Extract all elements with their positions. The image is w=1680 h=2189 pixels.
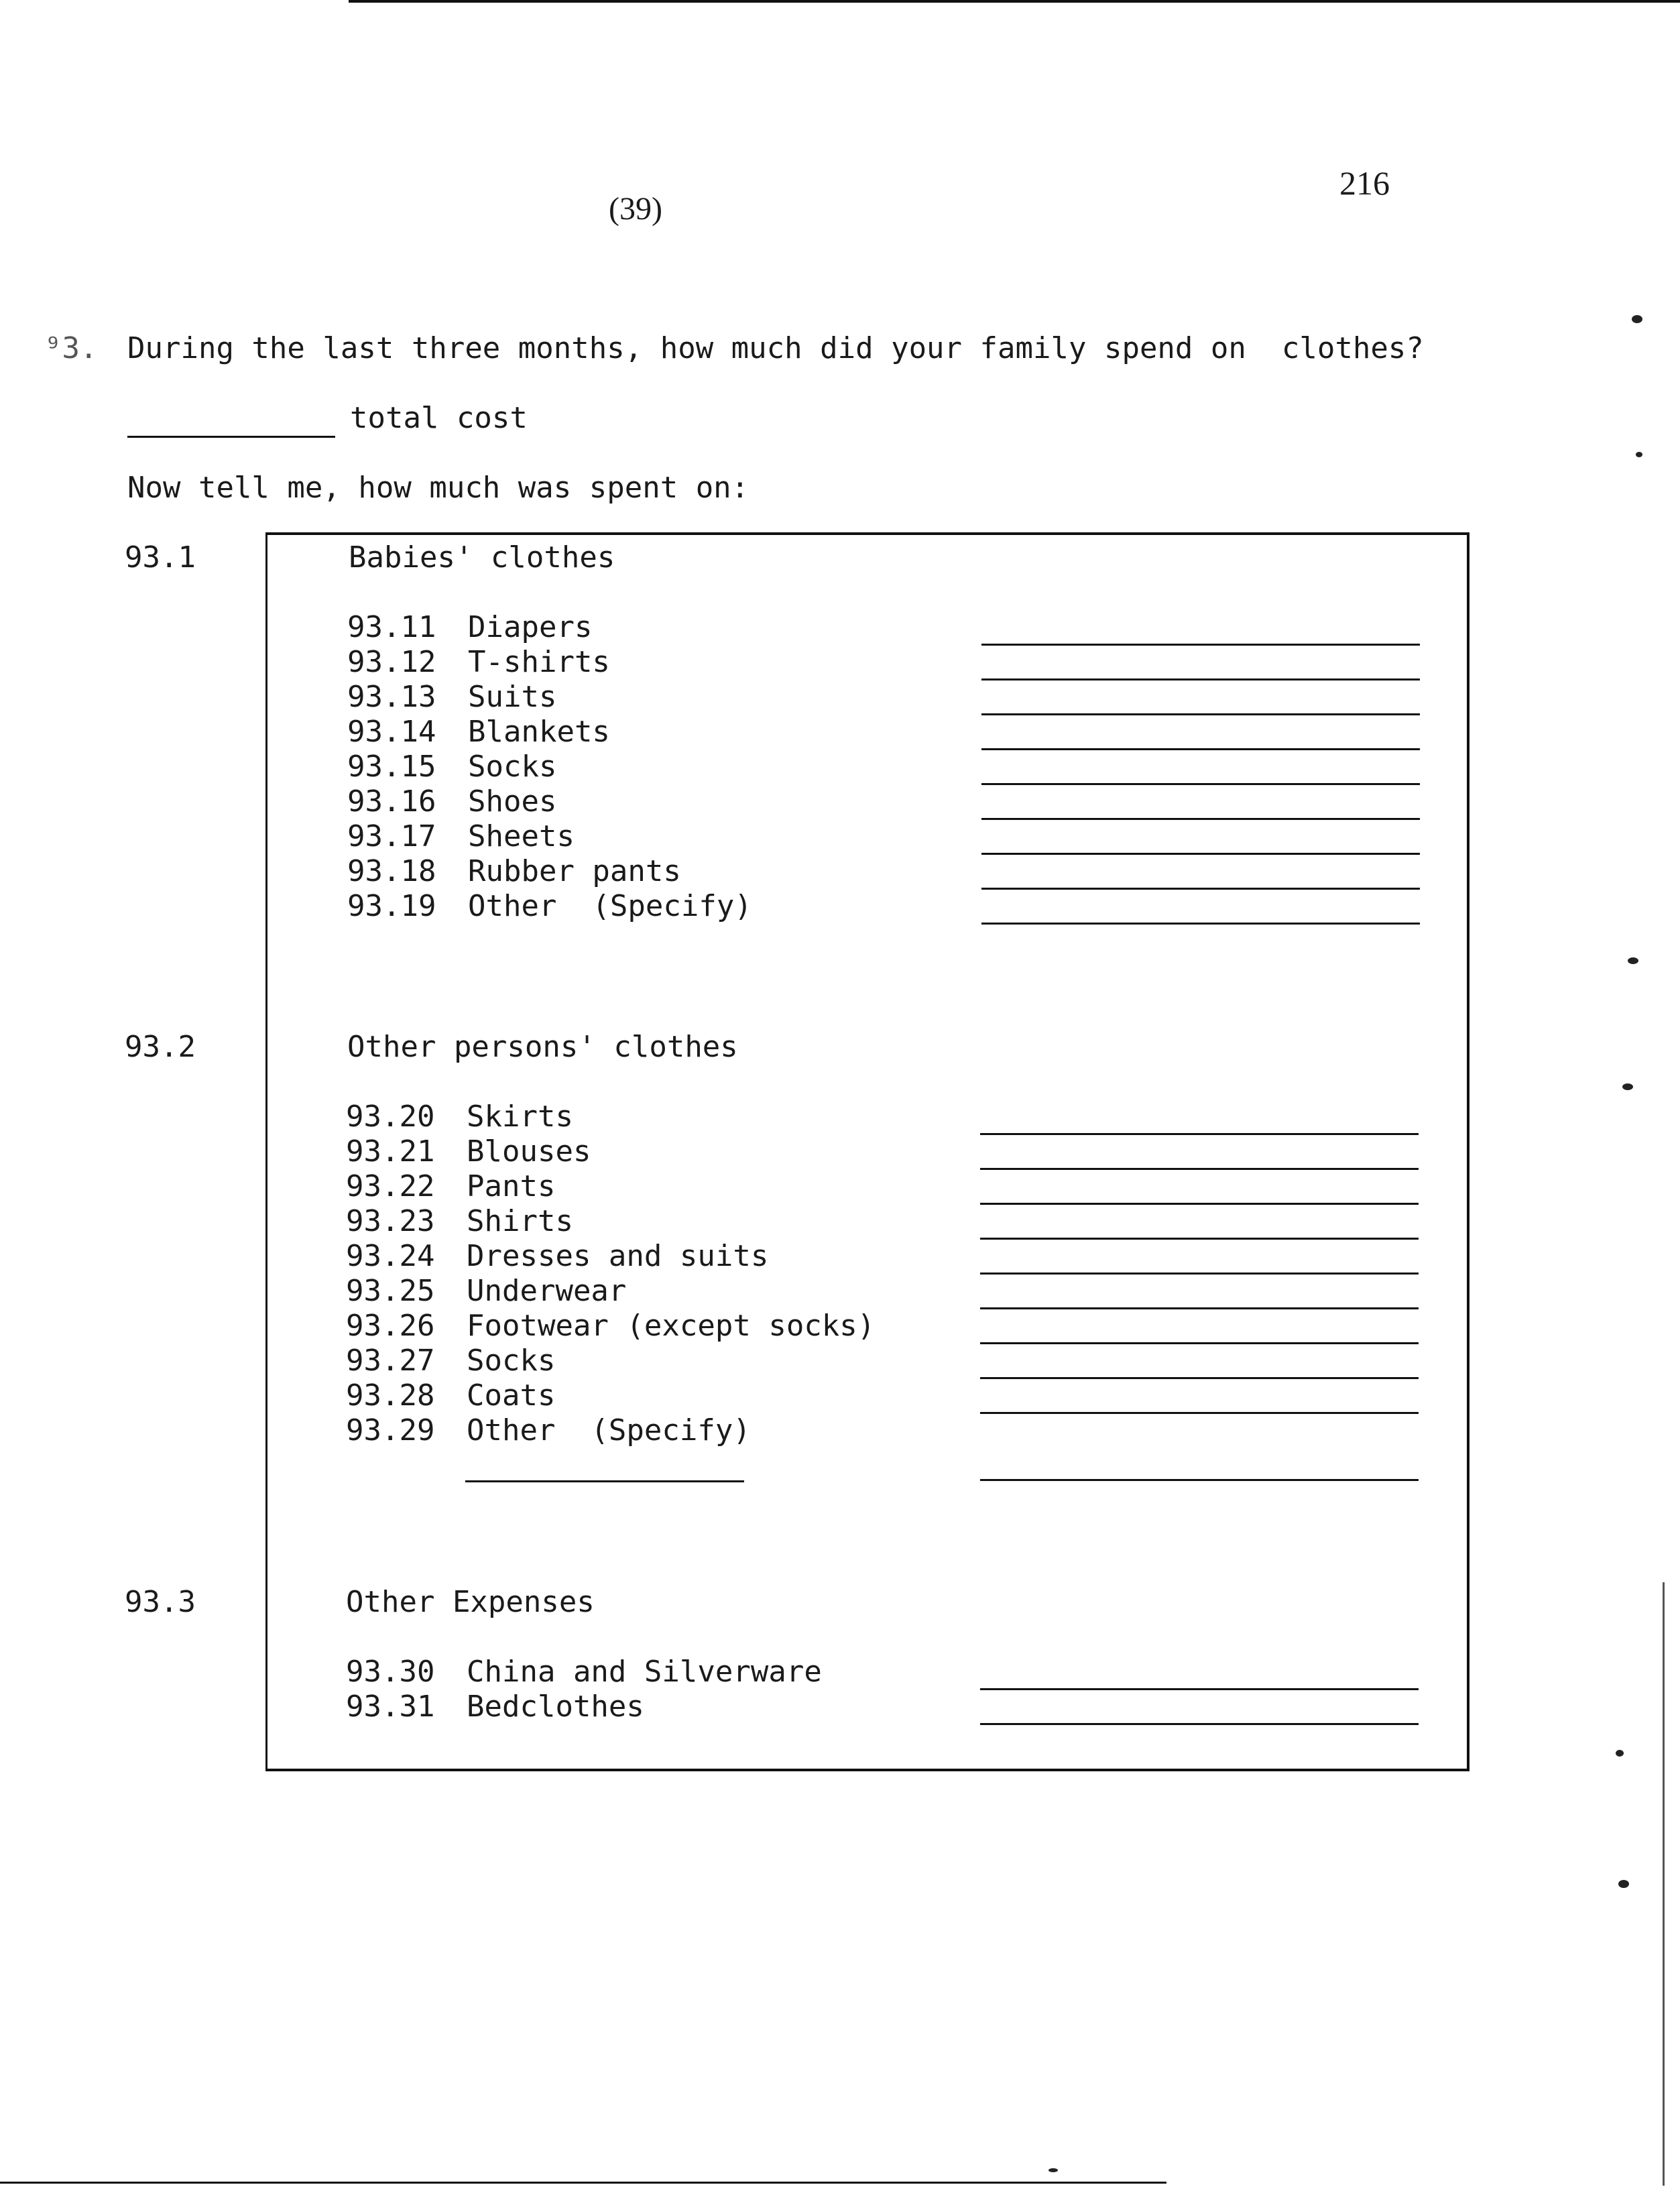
- item-amount-field[interactable]: [980, 1273, 1419, 1275]
- scan-speck: [1628, 957, 1638, 964]
- scan-speck: [1632, 315, 1642, 323]
- item-label: Footwear (except socks): [467, 1309, 876, 1343]
- item-amount-field[interactable]: [981, 678, 1420, 681]
- item-amount-field[interactable]: [980, 1412, 1419, 1414]
- item-label: Diapers: [468, 610, 593, 644]
- item-label: Coats: [467, 1378, 556, 1413]
- item-amount-field[interactable]: [980, 1307, 1419, 1309]
- item-code: 93.15: [347, 750, 436, 784]
- item-amount-field[interactable]: [980, 1479, 1419, 1481]
- item-code: 93.17: [347, 819, 436, 853]
- item-code: 93.20: [346, 1100, 435, 1134]
- item-code: 93.13: [347, 680, 436, 714]
- item-code: 93.30: [346, 1655, 435, 1689]
- scan-edge-right: [1663, 1582, 1665, 2186]
- scan-speck: [1618, 1880, 1629, 1888]
- item-label: Underwear: [467, 1274, 627, 1308]
- scan-speck: [1636, 452, 1642, 457]
- section-number: 93.1: [125, 540, 196, 575]
- section-number: 93.3: [125, 1585, 196, 1619]
- total-cost-label: total cost: [350, 401, 528, 435]
- item-code: 93.19: [347, 889, 436, 923]
- question-number: ⁹3.: [44, 331, 98, 365]
- item-label: Other (Specify): [468, 889, 752, 923]
- item-amount-field[interactable]: [981, 713, 1420, 715]
- item-code: 93.16: [347, 784, 436, 819]
- item-label: Blouses: [467, 1134, 591, 1169]
- item-code: 93.24: [346, 1239, 435, 1273]
- item-label: Shoes: [468, 784, 557, 819]
- scan-speck: [1048, 2168, 1058, 2172]
- item-label: Socks: [467, 1344, 556, 1378]
- item-code: 93.12: [347, 645, 436, 679]
- item-amount-field[interactable]: [981, 818, 1420, 820]
- item-label: Rubber pants: [468, 854, 681, 888]
- item-code: 93.23: [346, 1204, 435, 1238]
- item-label: Skirts: [467, 1100, 573, 1134]
- question-text: During the last three months, how much did your family spend on clothes?: [127, 331, 1424, 365]
- item-amount-field[interactable]: [980, 1723, 1419, 1725]
- item-label: Bedclothes: [467, 1690, 644, 1724]
- item-code: 93.25: [346, 1274, 435, 1308]
- item-label: China and Silverware: [467, 1655, 822, 1689]
- item-label: Pants: [467, 1169, 556, 1203]
- item-code: 93.31: [346, 1690, 435, 1724]
- item-label: Sheets: [468, 819, 575, 853]
- item-amount-field[interactable]: [980, 1238, 1419, 1240]
- item-amount-field[interactable]: [980, 1342, 1419, 1344]
- scan-speck: [1616, 1750, 1624, 1757]
- section-number: 93.2: [125, 1030, 196, 1064]
- sheet-number: (39): [609, 191, 662, 227]
- scan-speck: [1622, 1083, 1633, 1090]
- scan-edge-bottom: [0, 2182, 1166, 2184]
- item-amount-field[interactable]: [981, 923, 1420, 925]
- item-amount-field[interactable]: [980, 1203, 1419, 1205]
- item-amount-field[interactable]: [980, 1377, 1419, 1379]
- scan-edge-top: [349, 0, 1680, 3]
- item-code: 93.22: [346, 1169, 435, 1203]
- item-amount-field[interactable]: [980, 1133, 1419, 1135]
- item-amount-field[interactable]: [981, 888, 1420, 890]
- item-amount-field[interactable]: [981, 853, 1420, 855]
- breakdown-prompt: Now tell me, how much was spent on:: [127, 471, 749, 505]
- item-amount-field[interactable]: [980, 1168, 1419, 1170]
- item-amount-field[interactable]: [981, 644, 1420, 646]
- item-code: 93.11: [347, 610, 436, 644]
- item-code: 93.29: [346, 1413, 435, 1447]
- item-label: Other (Specify): [467, 1413, 751, 1447]
- item-code: 93.18: [347, 854, 436, 888]
- item-code: 93.26: [346, 1309, 435, 1343]
- section-title: Other persons' clothes: [347, 1030, 738, 1064]
- item-amount-field[interactable]: [980, 1688, 1419, 1690]
- item-amount-field[interactable]: [981, 748, 1420, 750]
- section-title: Babies' clothes: [349, 540, 615, 575]
- item-code: 93.21: [346, 1134, 435, 1169]
- item-label: Socks: [468, 750, 557, 784]
- item-label: Blankets: [468, 715, 610, 749]
- item-label: Suits: [468, 680, 557, 714]
- page-number: 216: [1339, 164, 1390, 202]
- item-label: Dresses and suits: [467, 1239, 769, 1273]
- item-label: Shirts: [467, 1204, 573, 1238]
- specify-field[interactable]: [465, 1480, 744, 1482]
- section-title: Other Expenses: [346, 1585, 595, 1619]
- item-code: 93.28: [346, 1378, 435, 1413]
- item-label: T-shirts: [468, 645, 610, 679]
- item-code: 93.27: [346, 1344, 435, 1378]
- total-cost-field[interactable]: [127, 436, 335, 438]
- item-code: 93.14: [347, 715, 436, 749]
- item-amount-field[interactable]: [981, 783, 1420, 785]
